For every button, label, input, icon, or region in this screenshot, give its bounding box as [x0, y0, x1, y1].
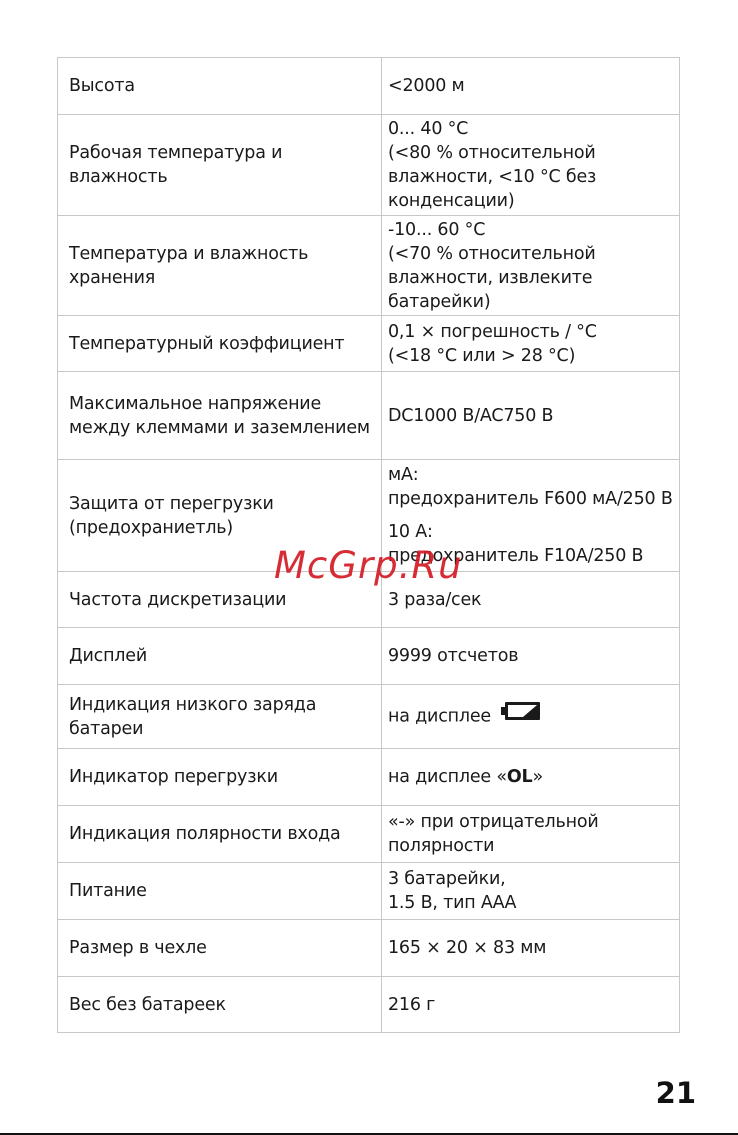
spec-label: Высота	[58, 58, 382, 115]
table-row	[58, 977, 680, 1033]
spec-label: Дисплей	[58, 628, 382, 685]
spec-value: «-» при отрицательной полярности	[382, 806, 680, 863]
spec-value: -10... 60 °C (<70 % относительной влажности, извлеките батарейки)	[382, 216, 680, 316]
battery-low-icon	[501, 701, 541, 728]
spec-value: 3 батарейки, 1.5 В, тип ААА	[382, 863, 680, 920]
table-row	[58, 216, 680, 316]
table-row	[58, 628, 680, 685]
spec-label: Индикатор перегрузки	[58, 749, 382, 806]
table-row	[58, 920, 680, 977]
spec-value: DC1000 В/AC750 В	[382, 372, 680, 460]
table-row	[58, 685, 680, 749]
spec-value: мА: предохранитель F600 мА/250 В 10 А: предохранитель F10A/250 В	[382, 460, 680, 572]
spec-label: Вес без батареек	[58, 977, 382, 1033]
table-row	[58, 806, 680, 863]
spec-label: Температурный коэффициент	[58, 316, 382, 372]
page-number: 21	[655, 1076, 696, 1110]
spec-value: 216 г	[382, 977, 680, 1033]
table-row	[58, 863, 680, 920]
spec-label: Максимальное напряжение между клеммами и заземлением	[58, 372, 382, 460]
table-row	[58, 316, 680, 372]
spec-value: 0... 40 °C (<80 % относительной влажности, <10 °C без конденсации)	[382, 115, 680, 216]
spec-value: 165 × 20 × 83 мм	[382, 920, 680, 977]
spec-label: Защита от перегрузки (предохраниетль)	[58, 460, 382, 572]
table-row	[58, 58, 680, 115]
table-row	[58, 749, 680, 806]
spec-label: Температура и влажность хранения	[58, 216, 382, 316]
spec-value: <2000 м	[382, 58, 680, 115]
spec-label: Питание	[58, 863, 382, 920]
spec-value: на дисплее	[382, 685, 680, 749]
spec-label: Рабочая температура и влажность	[58, 115, 382, 216]
spec-value: 9999 отсчетов	[382, 628, 680, 685]
spec-value: на дисплее «OL»	[382, 749, 680, 806]
spec-value: 3 раза/сек	[382, 572, 680, 628]
watermark: McGrp.Ru	[274, 544, 463, 587]
table-row	[58, 115, 680, 216]
spec-label: Индикация низкого заряда батареи	[58, 685, 382, 749]
table-row	[58, 372, 680, 460]
spec-value: 0,1 × погрешность / °C (<18 °C или > 28 °C)	[382, 316, 680, 372]
spec-label: Индикация полярности входа	[58, 806, 382, 863]
spec-label: Размер в чехле	[58, 920, 382, 977]
spec-label: Частота дискретизации	[58, 572, 382, 628]
